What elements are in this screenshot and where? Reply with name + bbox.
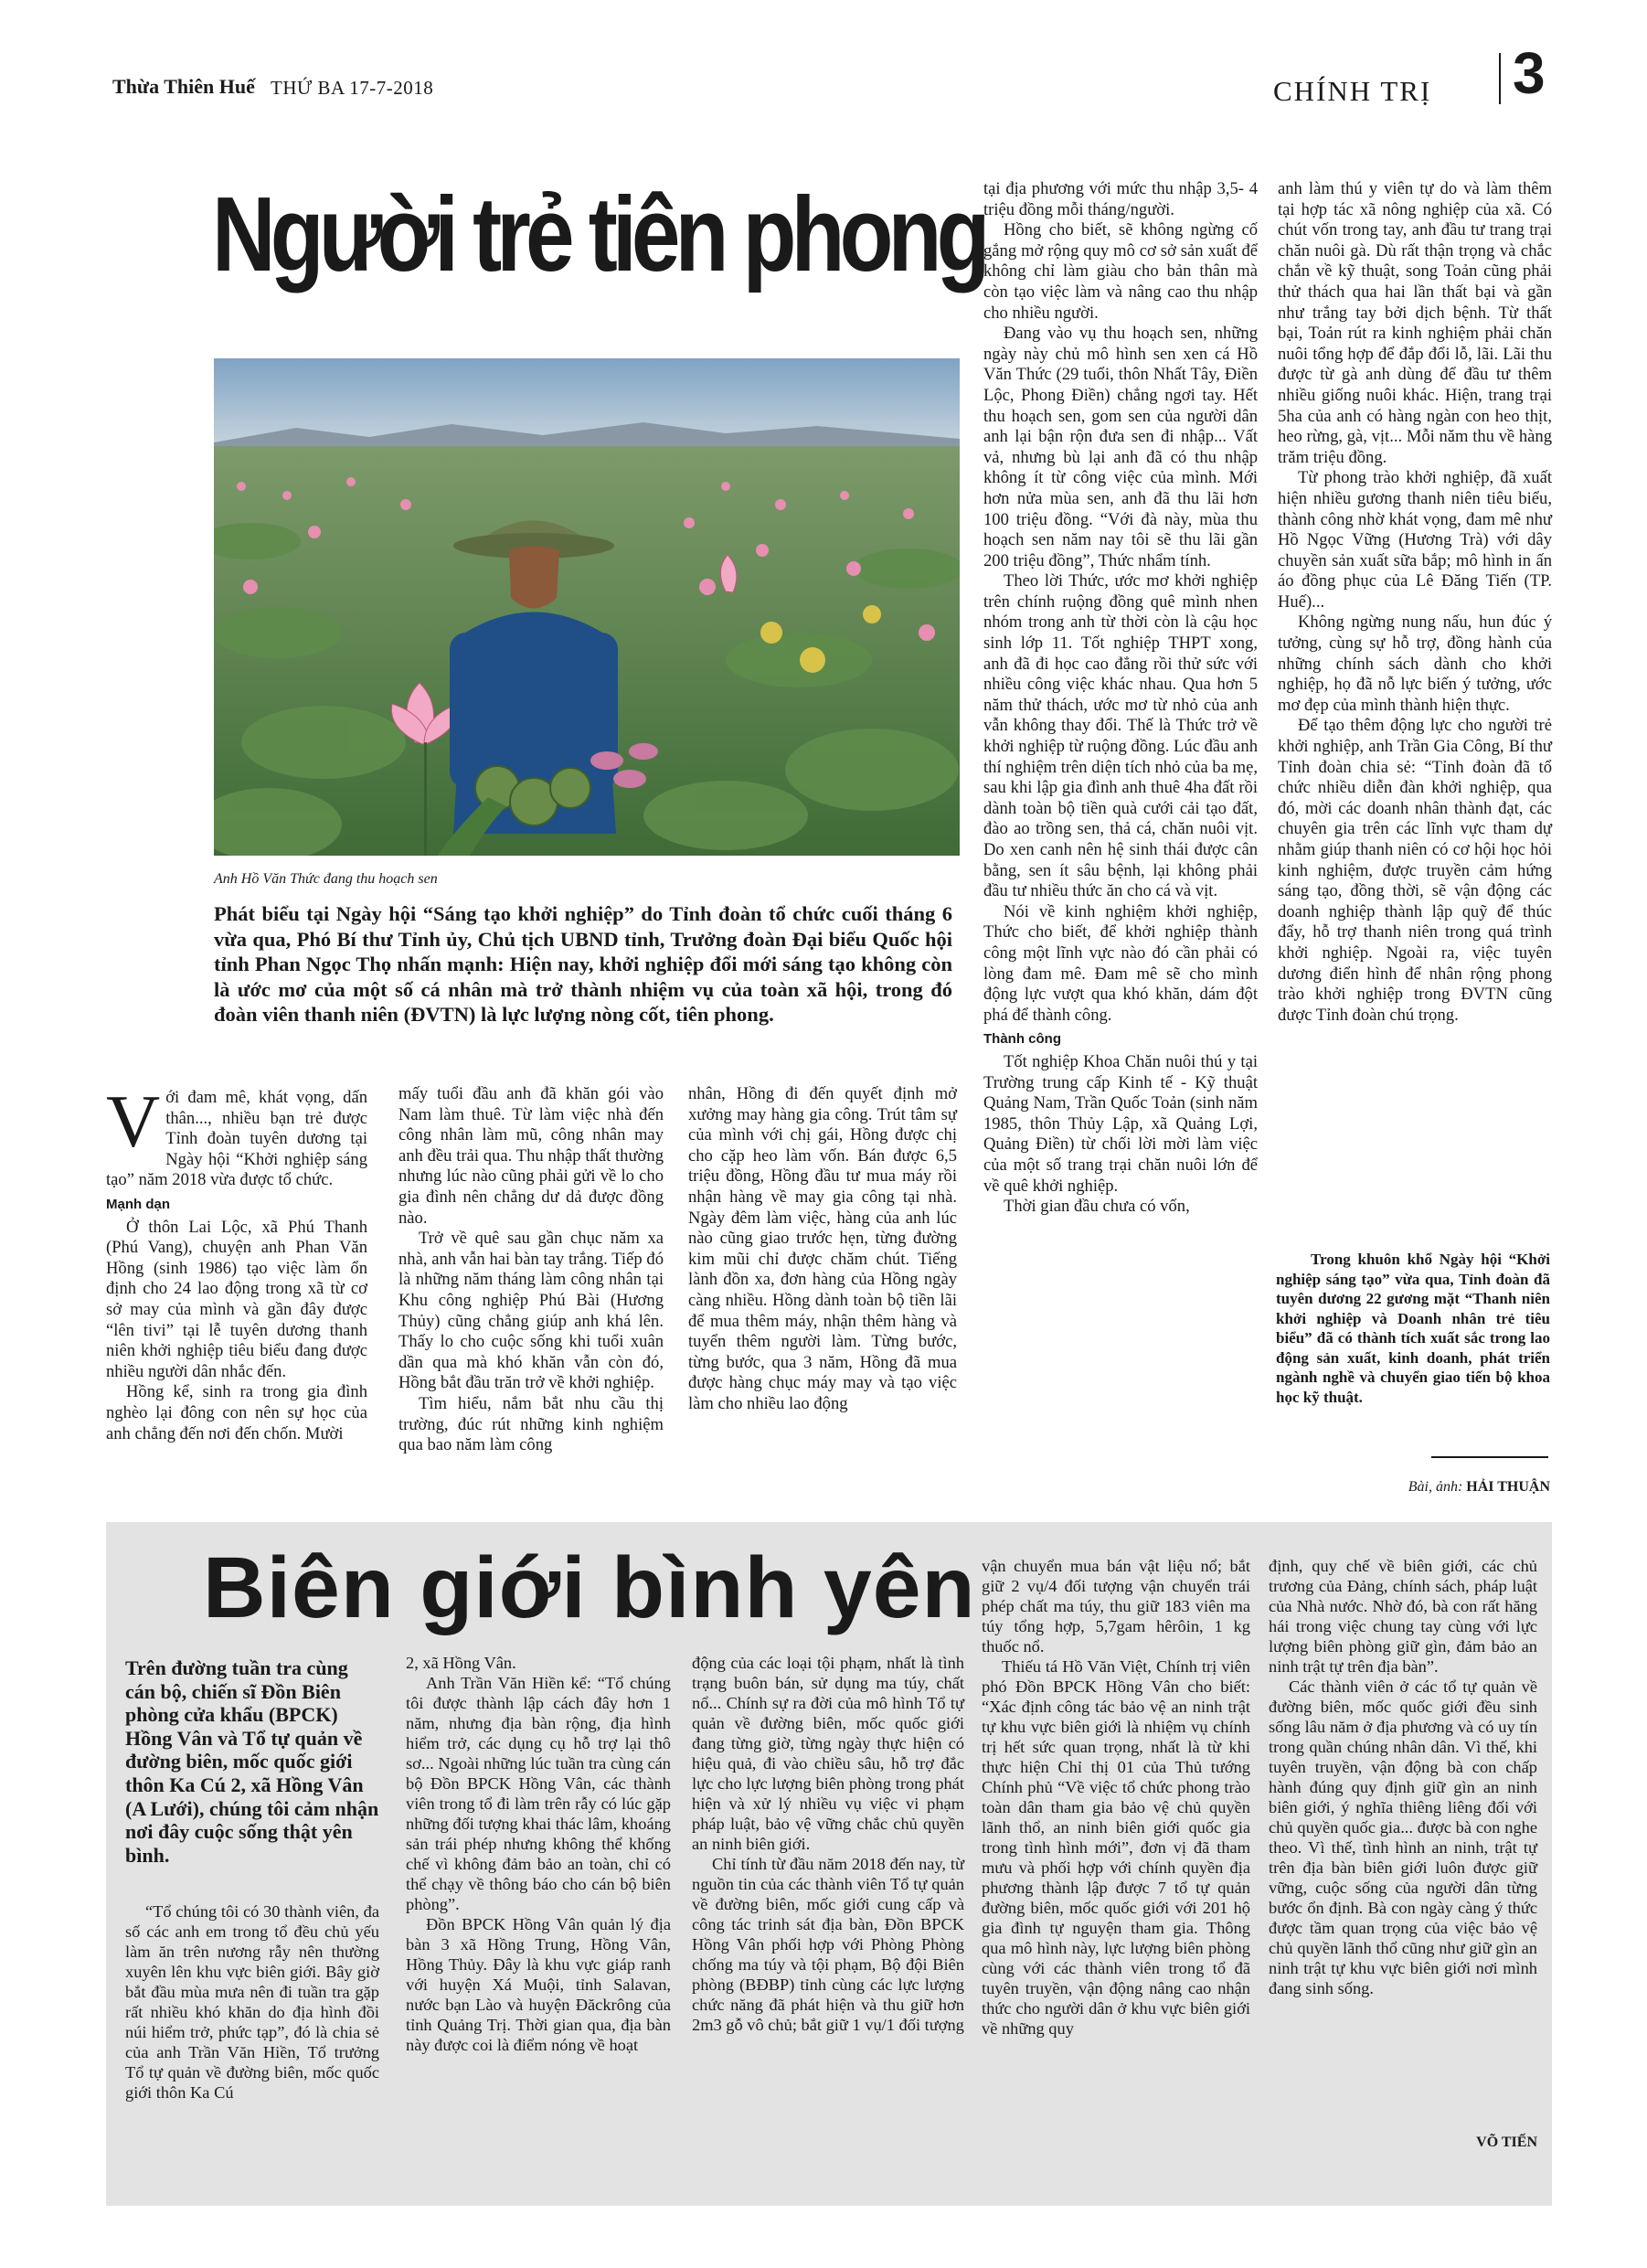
paragraph: Đang vào vụ thu hoạch sen, những ngày này chủ mô hình sen xen cá Hồ Văn Thức (29 tuổi, thôn Nhất Tây, Điền Lộc, Phong Điền) chẳng ngơi tay. Hết thu hoạch sen, gom sen của người dân anh lại bận rộn đưa sen đi nhập... Vất vả, nhưng bù lại anh đã có thu nhập không ít từ công việc của mình. Mới hơn nửa mùa sen, anh đã thu lãi hơn 100 triệu đồng. “Với đà này, mùa thu hoạch sen năm nay tôi sẽ thu lãi gần 200 triệu đồng”, Thức nhẩm tính. — [983, 324, 1258, 570]
article1-sidebar-note: Trong khuôn khổ Ngày hội “Khởi nghiệp sáng tạo” vừa qua, Tỉnh đoàn đã tuyên dương 22 gương mặt “Thanh niên khởi nghiệp và Doanh nhân trẻ tiêu biểu” đã có thành tích xuất sắc trong lao động sản xuất, kinh doanh, phát triển ngành nghề và chuyển giao tiến bộ khoa học kỹ thuật. — [1276, 1251, 1550, 1406]
paragraph: Các thành viên ở các tổ tự quản về đường biên, mốc quốc giới đều sinh sống lâu năm ở địa phương và có uy tín trong quần chúng nhân dân. Vì thế, khi tuyên truyền, vận động bà con chấp hành đúng quy định giữ gìn an ninh biên giới, ý nghĩa thiêng liêng đối với chủ quyền quốc gia... được bà con nghe theo. Vì thế, tình hình an ninh, trật tự trên địa bàn biên giới luôn được giữ vững, cuộc sống của người dân từng bước ổn định. Bà con ngày càng ý thức được tầm quan trọng của việc bảo vệ chủ quyền lãnh thổ cũng như giữ gìn an ninh trật tự khu vực biên giới nơi mình đang sinh sống. — [1269, 1677, 1537, 1997]
article2-lead: Trên đường tuần tra cùng cán bộ, chiến sĩ Đồn Biên phòng cửa khẩu (BPCK) Hồng Vân và Tổ tự quản về đường biên, mốc quốc giới thôn Ka Cú 2, xã Hồng Vân (A Lưới), chúng tôi cảm nhận nơi đây cuộc sống thật yên bình. — [125, 1656, 379, 1867]
paragraph: vận chuyển mua bán vật liệu nổ; bắt giữ 2 vụ/4 đối tượng vận chuyển trái phép chất ma túy, thu giữ 183 viên ma túy tổng hợp, 5,7gam hêrôin, 1 kg thuốc nổ. — [982, 1557, 1250, 1656]
article2-column-1 — [125, 1901, 379, 2103]
article1-headline: Người trẻ tiên phong — [212, 175, 985, 293]
article1-column-5 — [1278, 179, 1552, 1026]
paragraph: anh làm thú y viên tự do và làm thêm tại hợp tác xã nông nghiệp của xã. Có chút vốn trong tay, anh đầu tư trang trại chăn nuôi gà. Dù rất thận trọng và chắc chắn về kỹ thuật, song Toản cũng phải thử thách qua hai lần thất bại và gần như trắng tay bởi dịch bệnh. Từ thất bại, Toản rút ra kinh nghiệm phải chăn nuôi tổng hợp để đắp đổi lỗ, lãi. Lãi thu được từ gà anh dùng để đầu tư thêm nhiều giống nuôi khác. Hiện, trang trại 5ha của anh có hàng ngàn con heo thịt, heo rừng, gà, vịt... Mỗi năm thu về hàng trăm triệu đồng. — [1278, 179, 1552, 467]
article2-column-4 — [982, 1556, 1250, 2039]
article1-column-3 — [688, 1084, 957, 1415]
paragraph: Nói về kinh nghiệm khởi nghiệp, Thức cho biết, để khởi nghiệp thành công một lĩnh vực nào đó cần phải có lòng đam mê. Đam mê sẽ cho mình động lực vượt qua khó khăn, dám đột phá để thành công. — [983, 901, 1258, 1025]
dropcap: V — [106, 1080, 161, 1163]
paragraph: “Tổ chúng tôi có 30 thành viên, đa số các anh em trong tổ đều chủ yếu làm ăn trên nương rẫy nên thường xuyên lên khu vực biên giới. Bây giờ bắt đầu mùa mưa nên đi tuần tra gặp rất nhiều khó khăn do địa hình đồi núi hiểm trở, phức tạp”, đó là chia sẻ của anh Trần Văn Hiền, Tổ trưởng Tổ tự quản về đường biên, mốc quốc giới thôn Ka Cú — [125, 1902, 379, 2102]
paragraph: Hồng kể, sinh ra trong gia đình nghèo lại đông con nên sự học của anh chẳng đến nơi đến chốn. Mười — [106, 1382, 367, 1443]
paragraph: Từ phong trào khởi nghiệp, đã xuất hiện nhiều gương thanh niên tiêu biểu, thành công nhờ khát vọng, đam mê như Hồ Ngọc Vững (Hương Trà) với dây chuyền sản xuất sữa bắp; mô hình in ấn áo đồng phục của Lê Đăng Tiến (TP. Huế)... — [1278, 468, 1552, 612]
article1-byline — [1371, 1479, 1550, 1496]
article2-column-3 — [692, 1653, 964, 2035]
byline-author: HẢI THUẬN — [1466, 1479, 1550, 1495]
article2-column-2 — [406, 1653, 671, 2055]
paragraph: Tìm hiểu, nắm bắt nhu cầu thị trường, đúc rút những kinh nghiệm qua bao năm làm công — [398, 1393, 664, 1455]
paragraph: ới đam mê, khát vọng, dấn thân..., nhiều bạn trẻ được Tỉnh đoàn tuyên dương tại Ngày hội “Khởi nghiệp sáng tạo” năm 2018 vừa được tổ chức. — [106, 1088, 367, 1190]
paragraph: 2, xã Hồng Vân. — [406, 1654, 516, 1672]
publication-name: Thừa Thiên Huế — [112, 75, 255, 98]
paragraph: Đồn BPCK Hồng Vân quản lý địa bàn 3 xã Hồng Trung, Hồng Vân, Hồng Thủy. Đây là khu vực giáp ranh với huyện Xá Muội, tỉnh Salavan, nước bạn Lào và huyện Đăckrông của tỉnh Quảng Trị. Thời gian qua, địa bàn này được coi là điểm nóng về hoạt — [406, 1915, 671, 2054]
paragraph: Theo lời Thức, ước mơ khởi nghiệp trên chính ruộng đồng quê mình nhen nhóm trong anh từ thời còn là cậu học sinh lớp 11. Tốt nghiệp THPT xong, anh đã đi học cao đẳng rồi thử sức với nhiều công việc khác nhau. Qua hơn 5 năm thử thách, ước mơ từ nhỏ của anh vẫn không thay đổi. Thế là Thức trở về khởi nghiệp từ ruộng đồng. Lúc đầu anh thí nghiệm trên diện tích nhỏ của ba mẹ, sau khi lập gia đình anh thuê 4ha đất rồi dành toàn bộ tiền quà cưới cải tạo đất, đào ao trồng sen, thả cá, chăn nuôi vịt. Do xen canh nên hệ sinh thái được cân bằng, sen ít sâu bệnh, lại không phải đầu tư nhiều thức ăn cho cá và vịt. — [983, 571, 1258, 901]
article1-column-4 — [983, 179, 1258, 1218]
paragraph: Anh Trần Văn Hiền kể: “Tổ chúng tôi được thành lập cách đây hơn 1 năm, nhưng địa bàn rộng, địa hình hiểm trở, các dụng cụ hỗ trợ lại thô sơ... Ngoài những lúc tuần tra cùng cán bộ Đồn BPCK Hồng Vân, các thành viên trong tổ đi làm trên rẫy có lúc gặp những đối tượng khai thác lâm, khoáng sản trái phép nhưng không thể khống chế vì không đảm bảo an toàn, chỉ có thể chạy về thông báo cho cán bộ biên phòng”. — [406, 1674, 671, 1913]
paragraph: Tốt nghiệp Khoa Chăn nuôi thú y tại Trường trung cấp Kinh tế - Kỹ thuật Quảng Nam, Trần Quốc Toản (sinh năm 1985, thôn Thủy Lập, xã Quảng Lợi, Quảng Điền) từ chối lời mời làm việc của một số trang trại chăn nuôi lớn để về quê khởi nghiệp. — [983, 1051, 1258, 1196]
article1-column-2 — [398, 1084, 664, 1456]
paragraph: Hồng cho biết, sẽ không ngừng cố gắng mở rộng quy mô cơ sở sản xuất để không chỉ làm giàu cho bản thân mà còn tạo việc làm và nâng cao thu nhập cho nhiều người. — [983, 220, 1258, 323]
article1-column-1 — [106, 1080, 367, 1444]
paragraph: Để tạo thêm động lực cho người trẻ khởi nghiệp, anh Trần Gia Công, Bí thư Tỉnh đoàn chia sẻ: “Tỉnh đoàn đã tổ chức nhiều diễn đàn khởi nghiệp, qua đó, mời các doanh nhân thành đạt, các chuyên gia trên các lĩnh vực tham dự nhằm giúp thanh niên có cơ hội học hỏi kinh nghiệm, được truyền cảm hứng sáng tạo, đồng thời, sẽ vận động các doanh nghiệp thành lập quỹ để thúc đẩy, hỗ trợ thanh niên trong quá trình khởi nghiệp. Ngoài ra, việc tuyên dương điển hình để nhân rộng phong trào khởi nghiệp trong ĐVTN cũng được Tỉnh đoàn chú trọng. — [1278, 716, 1552, 1025]
header-divider — [1499, 53, 1501, 104]
paragraph: Không ngừng nung nấu, hun đúc ý tưởng, cùng sự hỗ trợ, đồng hành của những chính sách dành cho khởi nghiệp, họ đã nỗ lực biến ý tưởng, ước mơ đẹp của mình thành hiện thực. — [1278, 612, 1552, 715]
paragraph: Chỉ tính từ đầu năm 2018 đến nay, từ nguồn tin của các thành viên Tổ tự quản về đường biên, mốc giới cung cấp và công tác trinh sát địa bàn, Đồn BPCK Hồng Vân phối hợp với Phòng Phòng chống ma túy và tội phạm, Bộ đội Biên phòng (BĐBP) tỉnh cùng các lực lượng chức năng đã phát hiện và thu giữ hơn 2m3 gỗ vô chủ; bắt giữ 1 vụ/1 đối tượng — [692, 1855, 964, 2034]
paragraph: Thời gian đầu chưa có vốn, — [1004, 1197, 1190, 1217]
article2-headline: Biên giới bình yên — [203, 1539, 976, 1636]
paragraph: động của các loại tội phạm, nhất là tình trạng buôn bán, sử dụng ma túy, chất nổ... Chính sự ra đời của mô hình Tổ tự quản về đường biên, mốc quốc giới đang từng giờ, từng ngày thực hiện có hiệu quả, đi vào chiều sâu, hỗ trợ đắc lực cho lực lượng biên phòng trong phát hiện và xử lý nhiều vụ việc vi phạm pháp luật, bảo vệ vững chắc chủ quyền an ninh biên giới. — [692, 1654, 964, 1853]
paragraph: mấy tuổi đầu anh đã khăn gói vào Nam làm thuê. Từ làm việc nhà đến công nhân làm mũ, công nhân may anh đều trải qua. Thu nhập thất thường nhưng lúc nào cũng phải gửi về lo cho gia đình nên chẳng dư dả được đồng nào. — [398, 1084, 664, 1228]
subheading-thanh-cong: Thành công — [983, 1031, 1061, 1048]
article2-byline: VÕ TIẾN — [1476, 2135, 1537, 2150]
subheading-manh-dan: Mạnh dạn — [106, 1196, 170, 1212]
photo-caption: Anh Hồ Văn Thức đang thu hoạch sen — [214, 871, 438, 887]
byline-label: Bài, ảnh: — [1408, 1479, 1463, 1495]
paragraph: Ở thôn Lai Lộc, xã Phú Thanh (Phú Vang), chuyện anh Phan Văn Hồng (sinh 1986) tạo việc làm ổn định cho 24 lao động trong xã từ cơ sở may của mình và gần đây được “lên tivi” tại lễ tuyên dương thanh niên khởi nghiệp tiêu biểu đang được nhiều người dân nhắc đến. — [106, 1217, 367, 1381]
page-number: 3 — [1513, 40, 1546, 106]
paragraph: Thiếu tá Hồ Văn Việt, Chính trị viên phó Đồn BPCK Hồng Vân cho biết: “Xác định công tác bảo vệ an ninh trật tự khu vực biên giới là nhiệm vụ chính trị hết sức quan trọng, nhất là từ khi thực hiện Chỉ thị 01 của Thủ tướng Chính phủ “Về việc tổ chức phong trào toàn dân tham gia bảo vệ chủ quyền lãnh thổ, an ninh biên giới quốc gia trong tình hình mới”, đơn vị đã tham mưu và phối hợp với chính quyền địa phương thành lập được 7 tổ tự quản đường biên, mốc quốc giới với 201 hộ gia đình tự nguyện tham gia. Thông qua mô hình này, lực lượng biên phòng cùng với các thành viên trong tổ đã tuyên truyền, vận động nâng cao nhận thức cho người dân ở khu vực biên giới về những quy — [982, 1657, 1250, 2038]
lotus-harvest-photo — [214, 358, 960, 856]
article2-column-5 — [1269, 1556, 1537, 1998]
paragraph: nhân, Hồng đi đến quyết định mở xưởng may hàng gia công. Trút tâm sự của mình với chị gái, Hồng được chị cho cặp heo làm vốn. Bán được 6,5 triệu đồng, Hồng đầu tư mua máy rồi nhận hàng về may gia công tại nhà. Ngày đêm làm việc, hàng của anh lúc nào cũng giao trước hẹn, từng đường kim mũi chỉ được chăm chút. Tiếng lành đồn xa, đơn hàng của Hồng ngày càng nhiều. Hồng dành toàn bộ tiền lãi để mua thêm máy, nhận thêm hàng và tuyển thêm người làm. Từng bước, từng bước, qua 3 năm, Hồng đã mua được hàng chục máy may và tạo việc làm cho nhiều lao động — [688, 1084, 957, 1413]
paragraph: tại địa phương với mức thu nhập 3,5- 4 triệu đồng mỗi tháng/người. — [983, 179, 1258, 219]
article1-lead: Phát biểu tại Ngày hội “Sáng tạo khởi nghiệp” do Tỉnh đoàn tổ chức cuối tháng 6 vừa qua, Phó Bí thư Tỉnh ủy, Chủ tịch UBND tỉnh, Trưởng đoàn Đại biểu Quốc hội tỉnh Phan Ngọc Thọ nhấn mạnh: Hiện nay, khởi nghiệp đổi mới sáng tạo không còn là ước mơ của một số cá nhân mà trở thành nhiệm vụ của toàn xã hội, trong đó đoàn viên thanh niên (ĐVTN) là lực lượng nòng cốt, tiên phong. — [214, 902, 952, 1026]
byline-divider — [1431, 1456, 1548, 1458]
paragraph: định, quy chế về biên giới, các chủ trương của Đảng, chính sách, pháp luật của Nhà nước. Nhờ đó, bà con rất hăng hái trong việc chung tay cùng với lực lượng biên phòng giữ gìn, đảm bảo an ninh trật tự trên địa bàn”. — [1269, 1557, 1537, 1676]
issue-date: THỨ BA 17-7-2018 — [271, 77, 434, 99]
section-name: CHÍNH TRỊ — [1273, 75, 1432, 107]
paragraph: Trở về quê sau gần chục năm xa nhà, anh vẫn hai bàn tay trắng. Tiếp đó là những năm tháng làm công nhân tại Khu công nghiệp Phú Bài (Hương Thủy) cũng chẳng giúp anh khá lên. Thấy lo cho cuộc sống khi tuổi xuân dần qua mà khó khăn vẫn còn đó, Hồng bắt đầu trăn trở về khởi nghiệp. — [398, 1229, 664, 1393]
